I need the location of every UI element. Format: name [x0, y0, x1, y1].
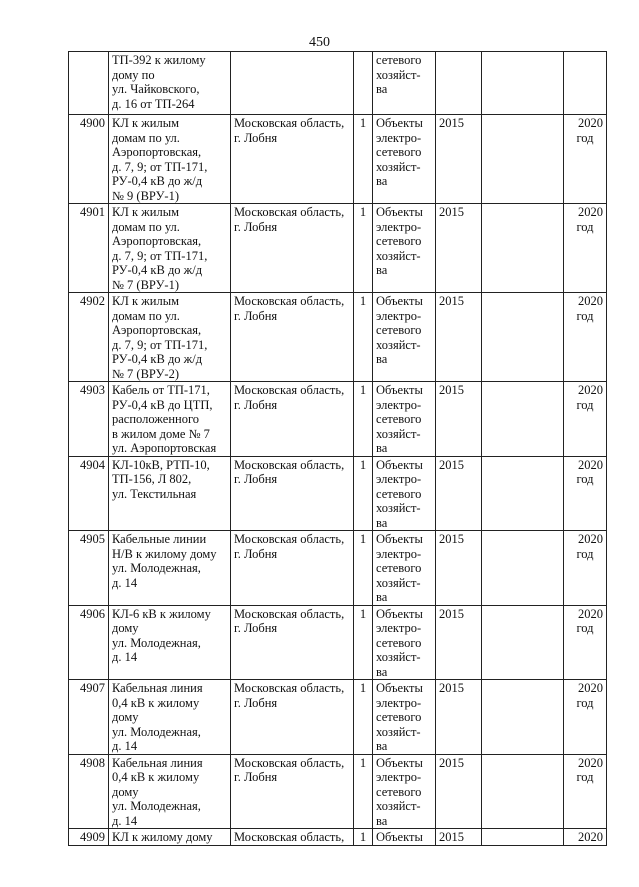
category-cell: Объекты [373, 829, 436, 846]
location-cell: Московская область, г. Лобня [231, 204, 354, 293]
end-year-cell [564, 605, 607, 680]
category-cell: Объекты электро- сетевого хозяйст- ва [373, 531, 436, 606]
table-row [69, 680, 607, 755]
end-year-value: 2020 [578, 116, 603, 130]
end-year-value: 2020 [578, 205, 603, 219]
end-year-value: 2020 [578, 294, 603, 308]
location-cell [231, 52, 354, 115]
row-number-cell: 4908 [69, 754, 109, 829]
row-number-cell: 4906 [69, 605, 109, 680]
year-cell: 2015 [436, 382, 482, 457]
end-year-unit: год [576, 621, 594, 635]
object-name-cell: Кабель от ТП-171, РУ-0,4 кВ до ЦТП, расположенного в жилом доме № 7 ул. Аэропортовская [109, 382, 231, 457]
row-number-cell: 4901 [69, 204, 109, 293]
table-row [69, 115, 607, 204]
year-cell: 2015 [436, 456, 482, 531]
end-year-unit: год [576, 308, 594, 323]
end-year-unit: год [576, 472, 594, 486]
end-year-cell [564, 382, 607, 457]
end-year-unit: год [576, 695, 594, 710]
end-year-cell [564, 754, 607, 829]
object-name-cell: КЛ к жилым домам по ул. Аэропортовская, д. 7, 9; от ТП-171, РУ-0,4 кВ до ж/д № 9 (ВРУ-1) [109, 115, 231, 204]
category-cell: Объекты электро- сетевого хозяйст- ва [373, 204, 436, 293]
end-year-cell [564, 456, 607, 531]
location-cell: Московская область, г. Лобня [231, 293, 354, 382]
registry-table-body [69, 52, 607, 846]
end-year-unit: год [576, 219, 594, 234]
quantity-cell: 1 [354, 115, 373, 204]
table-row [69, 52, 607, 115]
empty-cell [482, 680, 564, 755]
row-number-cell: 4902 [69, 293, 109, 382]
row-number-cell [69, 52, 109, 115]
empty-cell [482, 531, 564, 606]
empty-cell [482, 204, 564, 293]
year-cell: 2015 [436, 531, 482, 606]
location-cell: Московская область, г. Лобня [231, 115, 354, 204]
quantity-cell: 1 [354, 382, 373, 457]
table-row [69, 293, 607, 382]
table-row [69, 754, 607, 829]
end-year-value: 2020 [578, 457, 603, 472]
year-cell [436, 52, 482, 115]
table-row [69, 456, 607, 531]
empty-cell [482, 605, 564, 680]
table-row [69, 382, 607, 457]
page-number: 450 [309, 35, 330, 50]
location-cell: Московская область, г. Лобня [231, 605, 354, 680]
year-cell: 2015 [436, 754, 482, 829]
year-cell: 2015 [436, 605, 482, 680]
end-year-unit: год [576, 546, 594, 561]
end-year-value: 2020 [578, 532, 603, 546]
object-name-cell: КЛ-10кВ, РТП-10, ТП-156, Л 802, ул. Текстильная [109, 456, 231, 531]
category-cell: сетевого хозяйст- ва [373, 52, 436, 115]
table-row [69, 829, 607, 846]
quantity-cell: 1 [354, 456, 373, 531]
object-name-cell: Кабельная линия 0,4 кВ к жилому дому ул. Молодежная, д. 14 [109, 754, 231, 829]
row-number-cell: 4900 [69, 115, 109, 204]
end-year-cell [564, 115, 607, 204]
category-cell: Объекты электро- сетевого хозяйст- ва [373, 382, 436, 457]
location-cell: Московская область, [231, 829, 354, 846]
row-number-cell: 4907 [69, 680, 109, 755]
year-cell: 2015 [436, 293, 482, 382]
quantity-cell: 1 [354, 754, 373, 829]
end-year-cell [564, 52, 607, 115]
category-cell: Объекты электро- сетевого хозяйст- ва [373, 754, 436, 829]
empty-cell [482, 829, 564, 846]
category-cell: Объекты электро- сетевого хозяйст- ва [373, 680, 436, 755]
end-year-value: 2020 [578, 383, 603, 397]
quantity-cell [354, 52, 373, 115]
location-cell: Московская область, г. Лобня [231, 382, 354, 457]
end-year-value: 2020 [578, 681, 603, 695]
registry-table [68, 51, 607, 846]
quantity-cell: 1 [354, 204, 373, 293]
object-name-cell: КЛ-6 кВ к жилому дому ул. Молодежная, д. 14 [109, 605, 231, 680]
year-cell: 2015 [436, 829, 482, 846]
category-cell: Объекты электро- сетевого хозяйст- ва [373, 605, 436, 680]
category-cell: Объекты электро- сетевого хозяйст- ва [373, 293, 436, 382]
quantity-cell: 1 [354, 531, 373, 606]
end-year-unit: год [576, 130, 594, 145]
empty-cell [482, 382, 564, 457]
category-cell: Объекты электро- сетевого хозяйст- ва [373, 456, 436, 531]
object-name-cell: Кабельная линия 0,4 кВ к жилому дому ул. Молодежная, д. 14 [109, 680, 231, 755]
table-row [69, 204, 607, 293]
quantity-cell: 1 [354, 605, 373, 680]
empty-cell [482, 456, 564, 531]
object-name-cell: ТП-392 к жилому дому по ул. Чайковского, д. 16 от ТП-264 [109, 52, 231, 115]
object-name-cell: КЛ к жилому дому [109, 829, 231, 846]
end-year-cell [564, 680, 607, 755]
table-row [69, 605, 607, 680]
end-year-unit: год [576, 770, 594, 784]
location-cell: Московская область, г. Лобня [231, 531, 354, 606]
object-name-cell: КЛ к жилым домам по ул. Аэропортовская, д. 7, 9; от ТП-171, РУ-0,4 кВ до ж/д № 7 (ВРУ-1) [109, 204, 231, 293]
end-year-value: 2020 [578, 830, 603, 844]
empty-cell [482, 754, 564, 829]
year-cell: 2015 [436, 204, 482, 293]
quantity-cell: 1 [354, 680, 373, 755]
location-cell: Московская область, г. Лобня [231, 680, 354, 755]
row-number-cell: 4903 [69, 382, 109, 457]
object-name-cell: Кабельные линии Н/В к жилому дому ул. Молодежная, д. 14 [109, 531, 231, 606]
quantity-cell: 1 [354, 829, 373, 846]
end-year-cell [564, 531, 607, 606]
end-year-value: 2020 [578, 755, 603, 770]
quantity-cell: 1 [354, 293, 373, 382]
end-year-unit: год [576, 397, 594, 412]
empty-cell [482, 52, 564, 115]
row-number-cell: 4905 [69, 531, 109, 606]
year-cell: 2015 [436, 115, 482, 204]
end-year-cell [564, 829, 607, 846]
empty-cell [482, 115, 564, 204]
object-name-cell: КЛ к жилым домам по ул. Аэропортовская, д. 7, 9; от ТП-171, РУ-0,4 кВ до ж/д № 7 (ВРУ-2) [109, 293, 231, 382]
row-number-cell: 4904 [69, 456, 109, 531]
end-year-cell [564, 293, 607, 382]
end-year-cell [564, 204, 607, 293]
end-year-value: 2020 [578, 606, 603, 621]
category-cell: Объекты электро- сетевого хозяйст- ва [373, 115, 436, 204]
year-cell: 2015 [436, 680, 482, 755]
empty-cell [482, 293, 564, 382]
table-row [69, 531, 607, 606]
row-number-cell: 4909 [69, 829, 109, 846]
location-cell: Московская область, г. Лобня [231, 754, 354, 829]
location-cell: Московская область, г. Лобня [231, 456, 354, 531]
